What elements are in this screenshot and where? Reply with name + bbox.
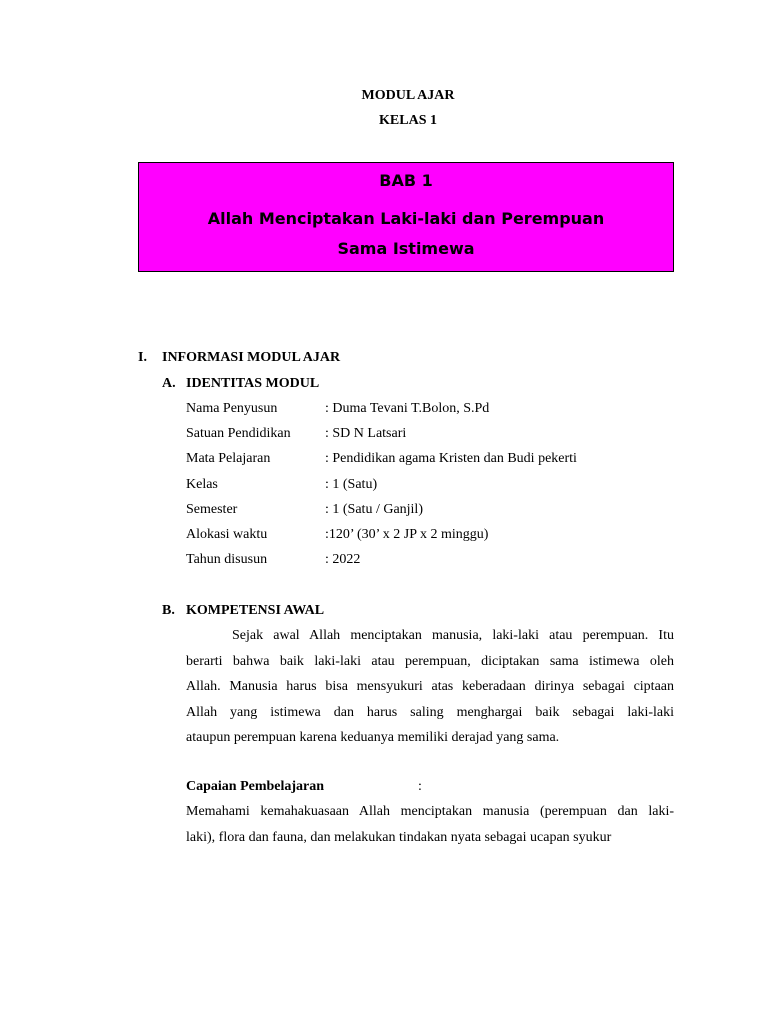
identity-label: Mata Pelajaran (186, 451, 271, 466)
identity-value: : Duma Tevani T.Bolon, S.Pd (325, 401, 490, 416)
subsection-b-title: KOMPETENSI AWAL (186, 603, 325, 618)
identity-value: : SD N Latsari (325, 426, 407, 441)
identity-value: : 2022 (325, 552, 361, 567)
paragraph-line: Allah. Manusia harus bisa mensyukuri atas keberadaan dirinya sebagai ciptaan (186, 679, 674, 694)
identity-label: Tahun disusun (186, 552, 268, 567)
paragraph-line: ataupun perempuan karena keduanya memiliki derajad yang sama. (186, 730, 560, 745)
outcome-line: Memahami kemahakuasaan Allah menciptakan manusia (perempuan dan laki- (186, 804, 674, 819)
identity-value: : 1 (Satu / Ganjil) (325, 502, 423, 517)
identity-label: Nama Penyusun (186, 401, 278, 416)
paragraph-line: Allah yang istimewa dan harus saling menghargai baik sebagai laki-laki (186, 704, 674, 720)
paragraph-line: Sejak awal Allah menciptakan manusia, laki-laki atau perempuan. Itu (232, 628, 674, 643)
document-title: MODUL AJAR (361, 88, 455, 103)
document-class: KELAS 1 (379, 113, 437, 128)
identity-label: Alokasi waktu (186, 527, 268, 542)
identity-value: : 1 (Satu) (325, 477, 378, 492)
identity-value: :120’ (30’ x 2 JP x 2 minggu) (325, 527, 489, 542)
chapter-title-line-2: Sama Istimewa (337, 239, 475, 258)
paragraph-line: berarti bahwa baik laki-laki atau perempuan, diciptakan sama istimewa oleh (186, 653, 674, 669)
identity-label: Kelas (186, 477, 218, 492)
learning-outcome-colon: : (418, 779, 422, 794)
learning-outcome-label: Capaian Pembelajaran (186, 779, 325, 794)
subsection-a-letter: A. (162, 376, 176, 391)
identity-label: Satuan Pendidikan (186, 426, 291, 441)
chapter-label: BAB 1 (379, 171, 433, 190)
outcome-line: laki), flora dan fauna, dan melakukan tindakan nyata sebagai ucapan syukur (186, 829, 612, 845)
chapter-title-line-1: Allah Menciptakan Laki-laki dan Perempuan (207, 209, 605, 228)
subsection-a-title: IDENTITAS MODUL (186, 376, 320, 391)
chapter-banner (138, 162, 674, 272)
learning-outcome-text (186, 799, 674, 850)
identity-label: Semester (186, 502, 238, 517)
section-number: I. (138, 350, 147, 365)
identity-value: : Pendidikan agama Kristen dan Budi pekerti (325, 451, 577, 466)
subsection-b-letter: B. (162, 603, 175, 618)
section-title: INFORMASI MODUL AJAR (162, 350, 341, 365)
initial-competence-paragraph (186, 623, 674, 751)
